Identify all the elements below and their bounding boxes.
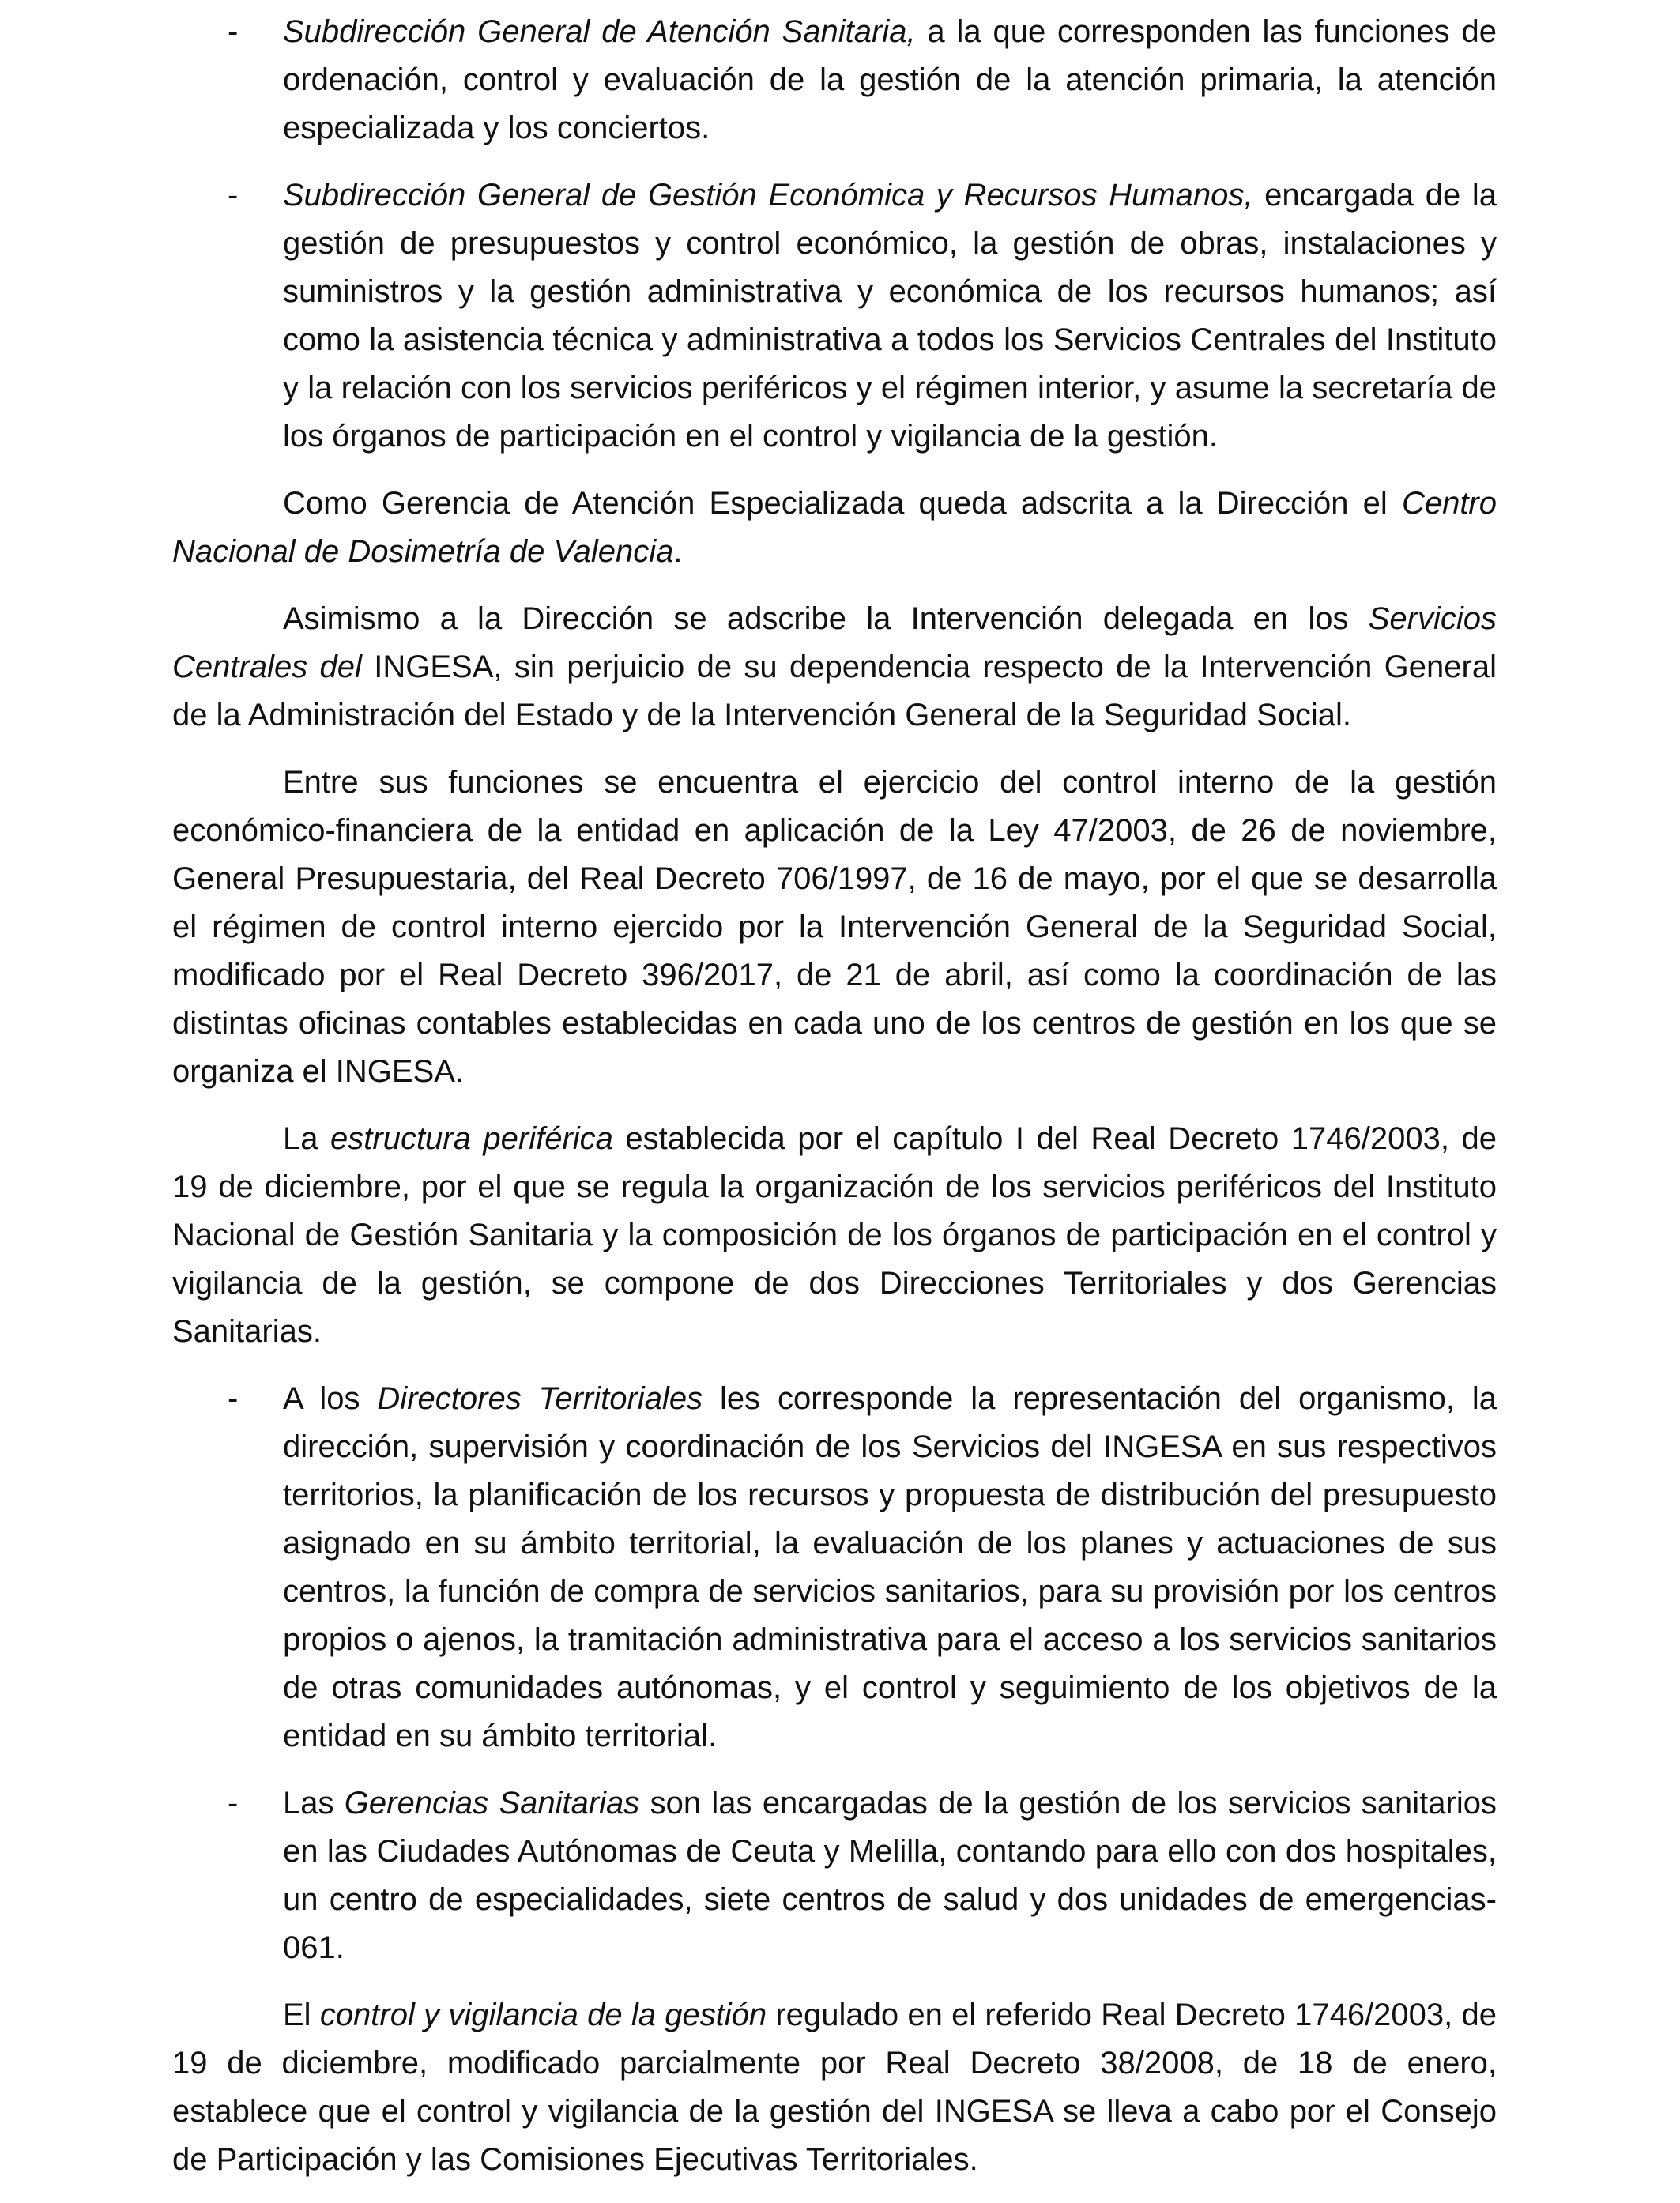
bullet-subdireccion-atencion-sanitaria — [172, 8, 1497, 153]
bullet-emphasis: Directores Territoriales — [377, 1381, 703, 1416]
paragraph-emphasis: Centro Nacional de Dosimetría de Valencia — [172, 486, 1497, 569]
bullet-subdireccion-gestion-economica — [172, 171, 1497, 461]
paragraph-control-vigilancia — [172, 1991, 1497, 2184]
list-dash: - — [228, 14, 239, 49]
paragraph-text: Como Gerencia de Atención Especializada queda adscrita a la Dirección el — [283, 486, 1402, 521]
paragraph-text: . — [673, 534, 683, 569]
paragraph-emphasis: Servicios Centrales del — [172, 601, 1497, 684]
paragraph-intervencion-delegada — [172, 595, 1497, 740]
bullet-text: encargada de la gestión de presupuestos y control económico, la gestión de obras, instalaciones y suministros y la gestión administrativa y económica de los recursos humanos; así como la asistencia técnica y administrativa a todos los Servicios Centrales del Instituto y la relación con los servicios periféricos y el régimen interior, y asume la secretaría de los órganos de participación en el control y vigilancia de la gestión. — [283, 178, 1497, 454]
bullet-text: a la que corresponden las funciones de ordenación, control y evaluación de la gestión de la atención primaria, la atención especializada y los conciertos. — [283, 14, 1497, 145]
paragraph-text: El — [283, 1998, 320, 2032]
paragraph-text: regulado en el referido Real Decreto 1746/2003, de 19 de diciembre, modificado parcialmente por Real Decreto 38/2008, de 18 de enero, establece que el control y vigilancia de la gestión del INGESA se lleva a cabo por el Consejo de Participación y las Comisiones Ejecutivas Territoriales. — [172, 1998, 1497, 2177]
list-dash: - — [228, 178, 239, 213]
paragraph-text: INGESA, sin perjuicio de su dependencia respecto de la Intervención General de la Administración del Estado y de la Intervención General de la Seguridad Social. — [172, 650, 1497, 732]
paragraph-estructura-periferica — [172, 1115, 1497, 1356]
paragraph-gerencia-atencion-especializada — [172, 480, 1497, 576]
paragraph-text: Asimismo a la Dirección se adscribe la Intervención delegada en los — [283, 601, 1369, 636]
list-dash: - — [228, 1786, 239, 1821]
paragraph-text: establecida por el capítulo I del Real Decreto 1746/2003, de 19 de diciembre, por el que se regula la organización de los servicios periféricos del Instituto Nacional de Gestión Sanitaria y la composición de los órganos de participación en el control y vigilancia de la gestión, se compone de dos Direcciones Territoriales y dos Gerencias Sanitarias. — [172, 1121, 1497, 1349]
bullet-gerencias-sanitarias — [172, 1779, 1497, 1972]
bullet-title: Subdirección General de Atención Sanitaria, — [283, 14, 916, 49]
paragraph-emphasis: estructura periférica — [330, 1121, 613, 1156]
paragraph-funciones-control-interno — [172, 759, 1497, 1096]
paragraph-text: Entre sus funciones se encuentra el ejercicio del control interno de la gestión económico-financiera de la entidad en aplicación de la Ley 47/2003, de 26 de noviembre, General Presupuestaria, del Real Decreto 706/1997, de 16 de mayo, por el que se desarrolla el régimen de control interno ejercido por la Intervención General de la Seguridad Social, modificado por el Real Decreto 396/2017, de 21 de abril, así como la coordinación de las distintas oficinas contables establecidas en cada uno de los centros de gestión en los que se organiza el INGESA. — [172, 765, 1497, 1089]
bullet-text: Las — [283, 1786, 345, 1821]
bullet-text: les corresponde la representación del organismo, la dirección, supervisión y coordinación de los Servicios del INGESA en sus respectivos territorios, la planificación de los recursos y propuesta de distribución del presupuesto asignado en su ámbito territorial, la evaluación de los planes y actuaciones de sus centros, la función de compra de servicios sanitarios, para su provisión por los centros propios o ajenos, la tramitación administrativa para el acceso a los servicios sanitarios de otras comunidades autónomas, y el control y seguimiento de los objetivos de la entidad en su ámbito territorial. — [283, 1381, 1497, 1753]
bullet-title: Subdirección General de Gestión Económica y Recursos Humanos, — [283, 178, 1253, 213]
bullet-emphasis: Gerencias Sanitarias — [344, 1786, 640, 1821]
list-dash: - — [228, 1381, 239, 1416]
bullet-directores-territoriales — [172, 1375, 1497, 1761]
bullet-text: son las encargadas de la gestión de los servicios sanitarios en las Ciudades Autónomas de Ceuta y Melilla, contando para ello con dos hospitales, un centro de especialidades, siete centros de salud y dos unidades de emergencias-061. — [283, 1786, 1497, 1965]
bullet-text: A los — [283, 1381, 378, 1416]
document-page — [172, 8, 1497, 2203]
paragraph-text: La — [283, 1121, 331, 1156]
paragraph-emphasis: control y vigilancia de la gestión — [319, 1998, 767, 2032]
